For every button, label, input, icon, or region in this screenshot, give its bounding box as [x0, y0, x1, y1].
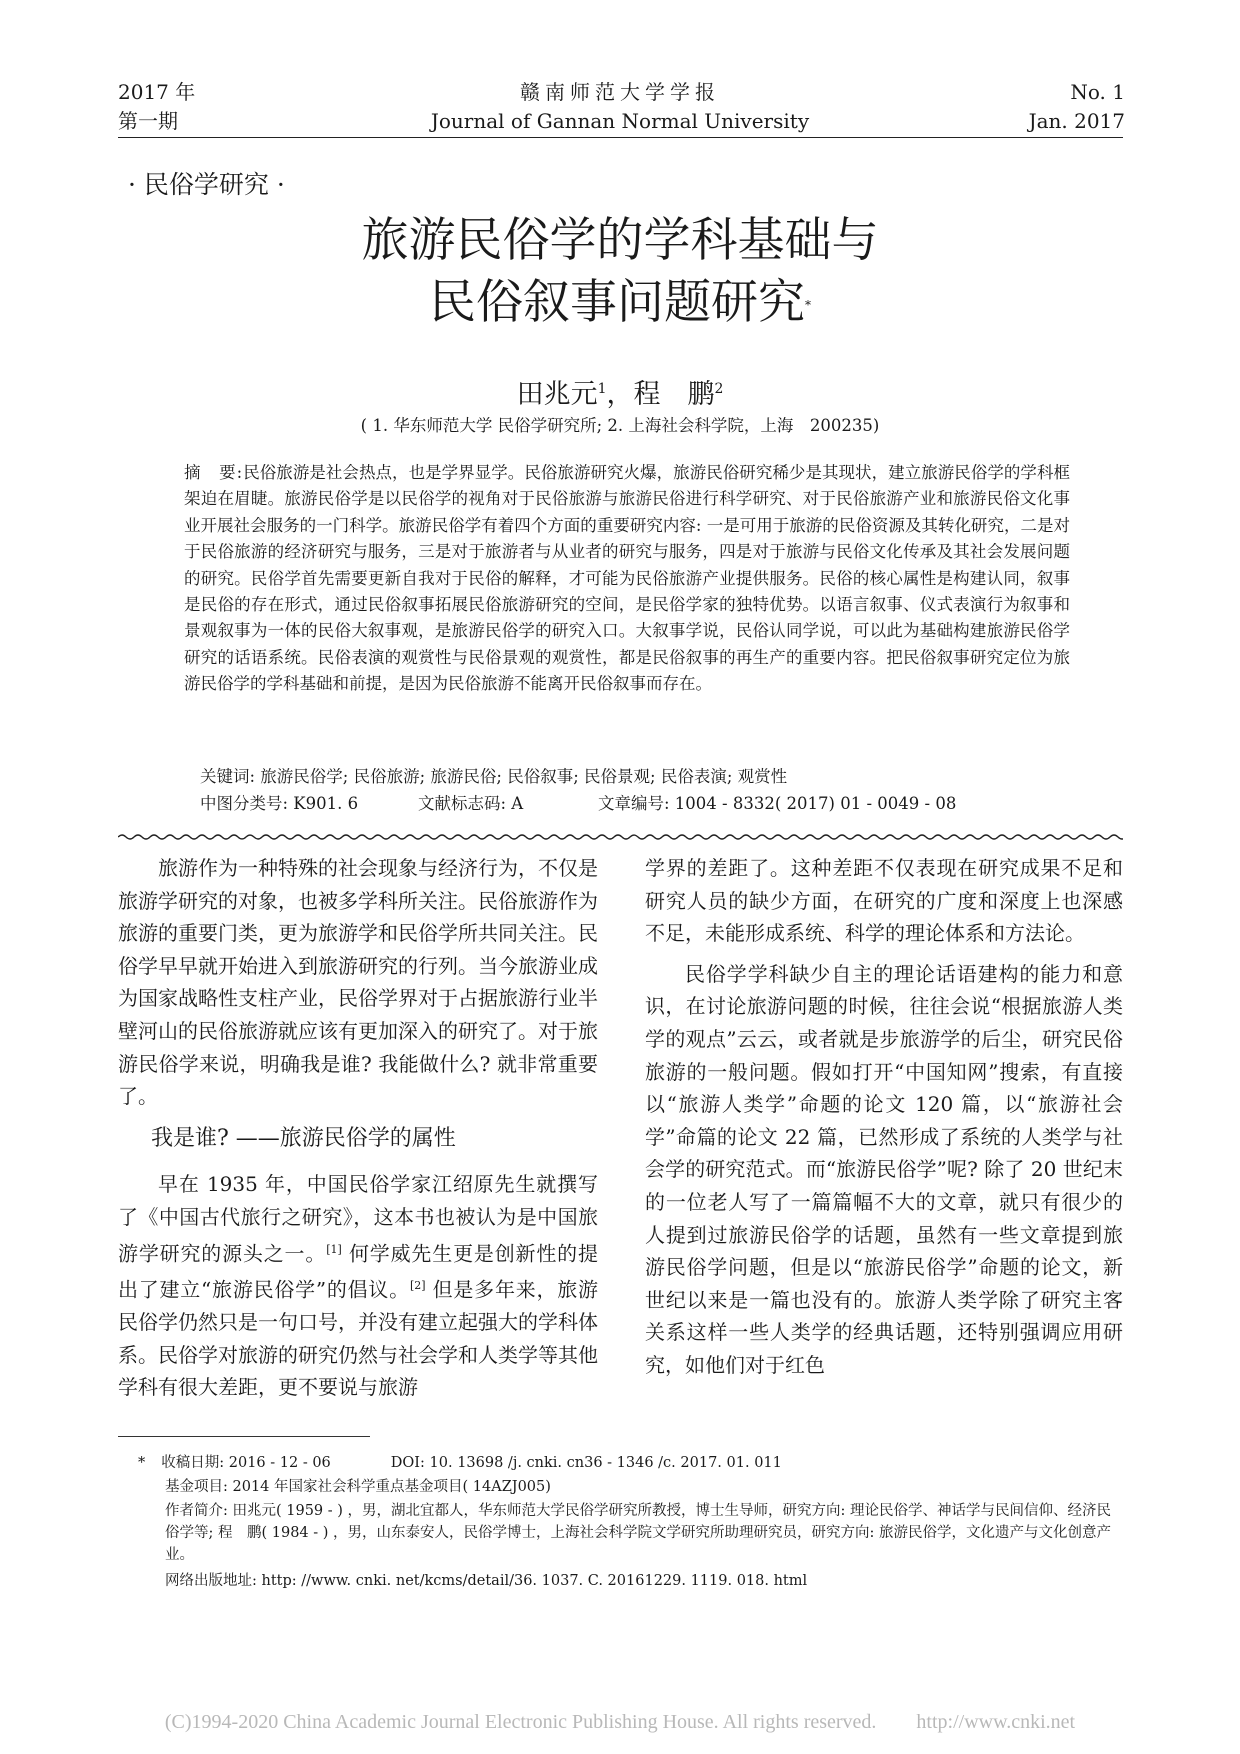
header-issue: 第一期 — [118, 109, 178, 133]
footnote-rule — [118, 1436, 370, 1437]
document-code: 文献标志码: A — [418, 794, 524, 813]
journal-name-en: Journal of Gannan Normal University — [430, 109, 810, 133]
author-bio: 作者简介: 田兆元( 1959 - ) ，男，湖北宜都人，华东师范大学民俗学研究所教授，博士生导师，研究方向: 理论民俗学、神话学与民间信仰、经济民俗学等; 程 鹏( 1984 - ) ，男，山东泰安人，民俗学博士，上海社会科学院文学研究所助理研究员，研究方向: 旅游民俗学，文化遗产与文化创意产业。 — [165, 1503, 1112, 1563]
header-left — [118, 78, 195, 136]
header-date: Jan. 2017 — [1028, 109, 1125, 133]
body-paragraph — [118, 1168, 598, 1403]
body-text: 早在 1935 年，中国民俗学家江绍原先生就撰写了《中国古代旅行之研究》，这本书也被认为是中国旅游学研究的源头之一。 — [118, 1172, 598, 1266]
abstract-label: 摘 要: — [184, 463, 244, 482]
footnote-received — [138, 1452, 1123, 1474]
author-1: 田兆元 — [516, 379, 598, 410]
authors — [200, 372, 1040, 411]
author-2: 程 鹏 — [633, 379, 715, 410]
received-date: 收稿日期: 2016 - 12 - 06 — [161, 1455, 331, 1471]
body-text: 但是多年来，旅游民俗学仍然只是一句口号，并没有建立起强大的学科体系。民俗学对旅游的研究仍然与社会学和人类学等其他学科有很大差距，更不要说与旅游 — [118, 1277, 599, 1400]
author-1-affil: 1 — [597, 381, 607, 397]
keywords: 关键词: 旅游民俗学; 民俗旅游; 旅游民俗; 民俗叙事; 民俗景观; 民俗表演; 观赏性 — [200, 767, 788, 786]
article-title-line1: 旅游民俗学的学科基础与 — [361, 213, 879, 268]
body-paragraph-continued: 学界的差距了。这种差距不仅表现在研究成果不足和研究人员的缺少方面，在研究的广度和深度上也深感不足，未能形成系统、科学的理论体系和方法论。 — [645, 856, 1123, 946]
footnote-url: 网络出版地址: http: //www. cnki. net/kcms/detail/36. 1037. C. 20161229. 1119. 018. html — [165, 1573, 808, 1589]
header-number: No. 1 — [1070, 80, 1125, 104]
author-separator: ， — [606, 379, 634, 410]
article-number: 文章编号: 1004 - 8332( 2017) 01 - 0049 - 08 — [598, 794, 957, 813]
header-center — [330, 78, 910, 136]
body-column-right — [645, 852, 1123, 1382]
title-footnote-mark: * — [805, 298, 811, 312]
body-text: 何学威先生更是创新性的提出了建立“旅游民俗学”的倡议。 — [118, 1241, 598, 1302]
abstract — [184, 460, 1070, 698]
copyright-watermark: (C)1994-2020 China Academic Journal Electronic Publishing House. All rights reserved. http://www.cnki.net — [164, 1711, 1076, 1733]
clc-number: 中图分类号: K901. 6 — [200, 794, 359, 813]
journal-name-cn: 赣南师范大学学报 — [520, 80, 720, 104]
header-rule — [118, 137, 1123, 138]
title-text: 民俗叙事问题研究 — [429, 275, 805, 330]
footnote-fund: 基金项目: 2014 年国家社会科学重点基金项目( 14AZJ005) — [165, 1479, 551, 1495]
header-year: 2017 年 — [118, 80, 196, 104]
body-column-left — [118, 852, 598, 1404]
footnote-bio — [138, 1500, 1123, 1566]
section-heading: 我是谁? ——旅游民俗学的属性 — [151, 1125, 456, 1151]
citation-2: [2] — [409, 1278, 426, 1292]
header-right — [1029, 78, 1125, 136]
article-title-line2 — [200, 272, 1040, 334]
doi: DOI: 10. 13698 /j. cnki. cn36 - 1346 /c. 2017. 01. 011 — [390, 1455, 782, 1471]
body-paragraph: 民俗学学科缺少自主的理论话语建构的能力和意识，在讨论旅游问题的时候，往往会说“根据旅游人类学的观点”云云，或者就是步旅游学的后尘，研究民俗旅游的一般问题。假如打开“中国知网”搜索，有直接以“旅游人类学”命题的论文 120 篇，以“旅游社会学”命篇的论文 22 篇，已然形成了系统的人类学与社会学的研究范式。而“旅游民俗学”呢? 除了 20 世纪末的一位老人写了一篇篇幅不大的文章，就只有很少的人提到过旅游民俗学的话题，虽然有一些文章提到旅游民俗学问题，但是以“旅游民俗学”命题的论文，新世纪以来是一篇也没有的。旅游人类学除了研究主客关系这样一些人类学的经典话题，还特别强调应用研究，如他们对于红色 — [645, 961, 1123, 1377]
citation-1: [1] — [326, 1242, 342, 1256]
body-paragraph: 旅游作为一种特殊的社会现象与经济行为，不仅是旅游学研究的对象，也被多学科所关注。民俗旅游作为旅游的重要门类，更为旅游学和民俗学所共同关注。民俗学早早就开始进入到旅游研究的行列。当今旅游业成为国家战略性支柱产业，民俗学界对于占据旅游行业半壁河山的民俗旅游就应该有更加深入的研究了。对于旅游民俗学来说，明确我是谁? 我能做什么? 就非常重要了。 — [118, 856, 598, 1109]
abstract-text: 民俗旅游是社会热点，也是学界显学。民俗旅游研究火爆，旅游民俗研究稀少是其现状，建立旅游民俗学的学科框架迫在眉睫。旅游民俗学是以民俗学的视角对于民俗旅游与旅游民俗进行科学研究、对于民俗旅游产业和旅游民俗文化事业开展社会服务的一门科学。旅游民俗学有着四个方面的重要研究内容: 一是可用于旅游的民俗资源及其转化研究，二是对于民俗旅游的经济研究与服务，三是对于旅游者与从业者的研究与服务，四是对于旅游与民俗文化传承及其社会发展问题的研究。民俗学首先需要更新自我对于民俗的解释，才可能为民俗旅游产业提供服务。民俗的核心属性是构建认同，叙事是民俗的存在形式，通过民俗叙事拓展民俗旅游研究的空间，是民俗学家的独特优势。以语言叙事、仪式表演行为叙事和景观叙事为一体的民俗大叙事观，是旅游民俗学的研究入口。大叙事学说，民俗认同学说，可以此为基础构建旅游民俗学研究的话语系统。民俗表演的观赏性与民俗景观的观赏性，都是民俗叙事的再生产的重要内容。把民俗叙事研究定位为旅游民俗学的学科基础和前提，是因为民俗旅游不能离开民俗叙事而存在。 — [184, 463, 1070, 694]
wavy-separator — [118, 832, 1123, 842]
author-2-affil: 2 — [714, 381, 724, 397]
footnote-mark: * — [138, 1455, 146, 1471]
affiliation: ( 1. 华东师范大学 民俗学研究所; 2. 上海社会科学院，上海 200235) — [360, 416, 880, 435]
column-tag: · 民俗学研究 · — [128, 170, 285, 199]
